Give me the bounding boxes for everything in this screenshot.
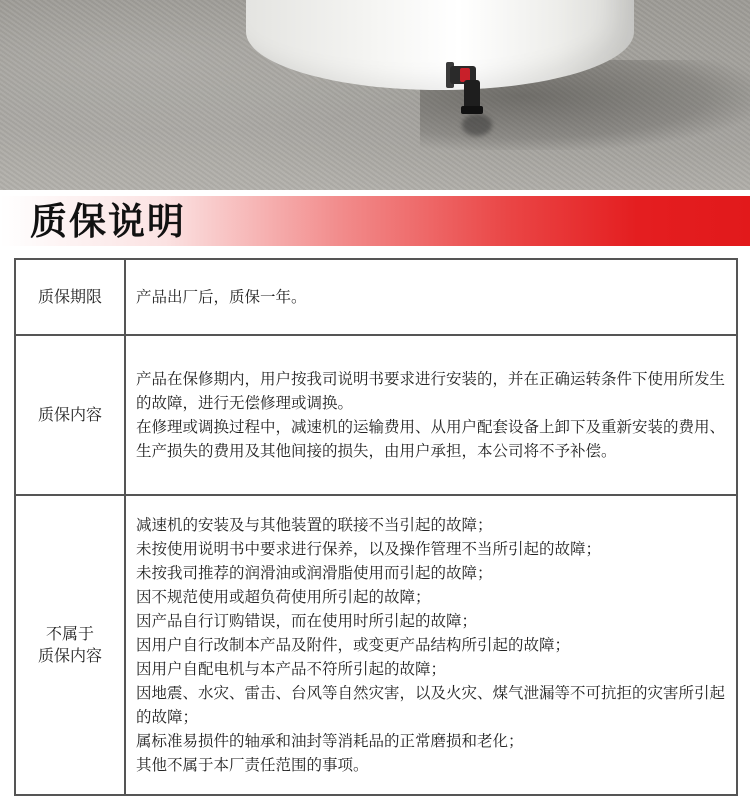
table-row-exclusions [15, 495, 737, 795]
table-row-warranty-period [15, 259, 737, 335]
row-label-text: 不属于 [45, 624, 94, 643]
content-line: 产品在保修期内，用户按我司说明书要求进行安装的，并在正确运转条件下使用所发生的故障，进行无偿修理或调换。 [136, 370, 726, 412]
page-title: 质保说明 [30, 200, 186, 243]
table-row-warranty-scope [15, 335, 737, 495]
content-line: 减速机的安装及与其他装置的联接不当引起的故障； [136, 516, 493, 534]
content-line: 因产品自行订购错误，而在使用时所引起的故障； [136, 612, 478, 630]
row-label [15, 335, 125, 495]
row-label-text: 质保期限 [37, 287, 102, 306]
content-line: 属标准易损件的轴承和油封等消耗品的正常磨损和老化； [136, 732, 524, 750]
row-content [125, 495, 737, 795]
content-line: 产品出厂后，质保一年。 [136, 288, 307, 306]
row-label-text: 质保内容 [37, 405, 102, 424]
content-line: 在修理或调换过程中，减速机的运输费用、从用户配套设备上卸下及重新安装的费用、生产损失的费用及其他间接的损失，由用户承担，本公司将不予补偿。 [136, 418, 726, 460]
drain-valve [440, 60, 500, 140]
row-content [125, 335, 737, 495]
warranty-table [14, 258, 738, 796]
content-line: 因地震、水灾、雷击、台风等自然灾害，以及火灾、煤气泄漏等不可抗拒的灾害所引起的故障； [136, 684, 726, 726]
content-line: 因用户自行改制本产品及附件，或变更产品结构所引起的故障； [136, 636, 571, 654]
row-label-text: 质保内容 [37, 646, 102, 665]
row-label [15, 495, 125, 795]
content-line: 因用户自配电机与本产品不符所引起的故障； [136, 660, 447, 678]
row-content [125, 259, 737, 335]
content-line: 因不规范使用或超负荷使用所引起的故障； [136, 588, 431, 606]
content-line: 未按使用说明书中要求进行保养，以及操作管理不当所引起的故障； [136, 540, 602, 558]
content-line: 其他不属于本厂责任范围的事项。 [136, 756, 369, 774]
row-label [15, 259, 125, 335]
product-photo [0, 0, 750, 190]
content-line: 未按我司推荐的润滑油或润滑脂使用而引起的故障； [136, 564, 493, 582]
